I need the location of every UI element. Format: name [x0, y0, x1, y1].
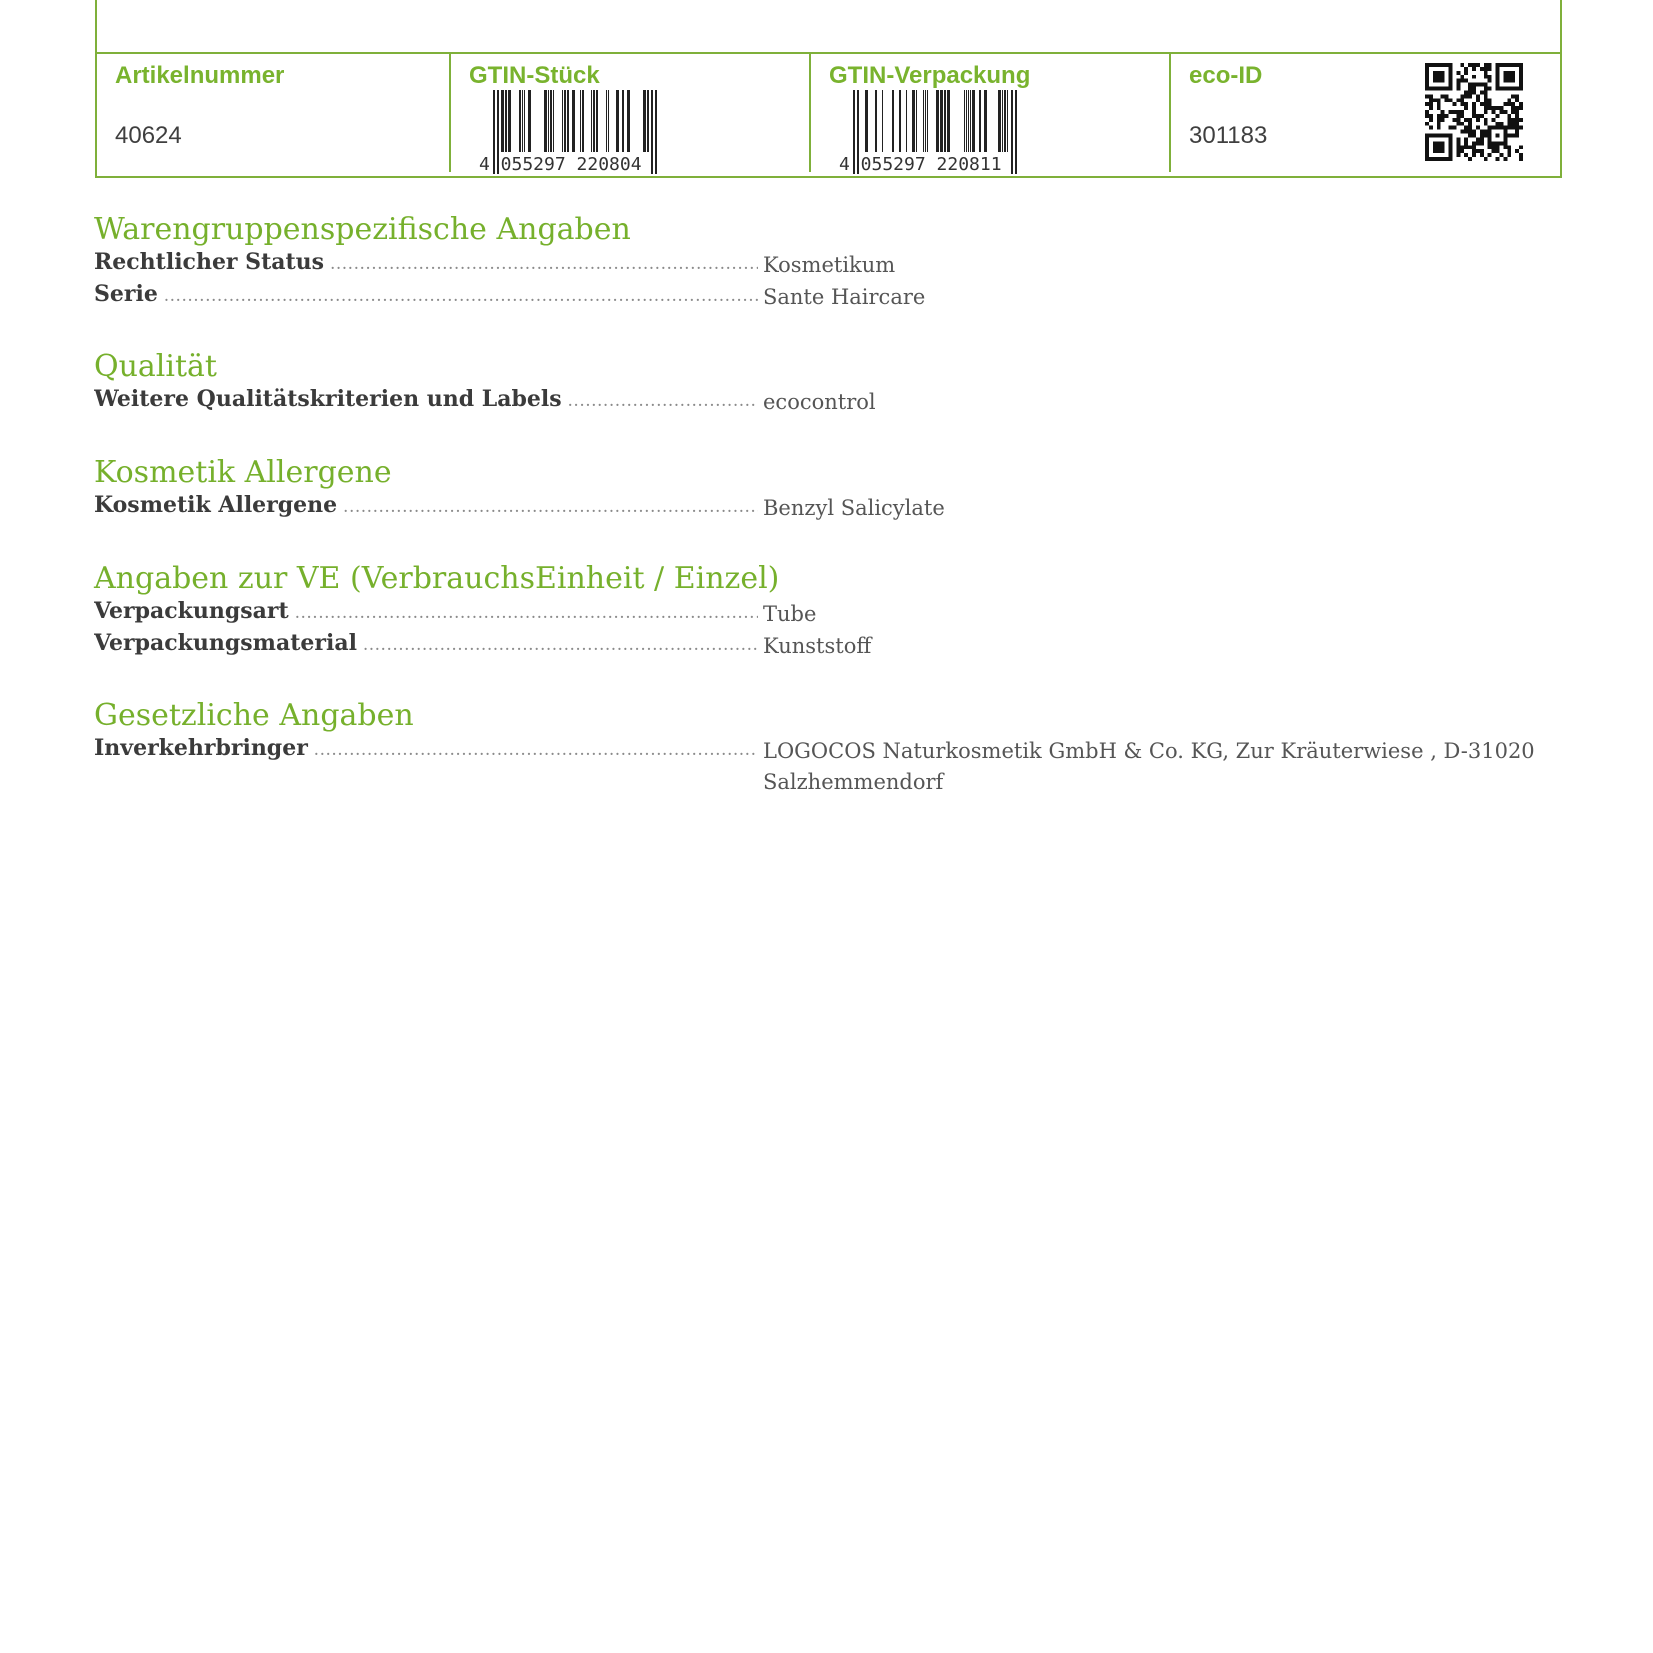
row-label: Weitere Qualitätskriterien und Labels .....	[94, 385, 758, 415]
artikelnummer-value: 40624	[115, 122, 182, 149]
section-title: Warengruppenspezifische Angaben	[94, 212, 631, 247]
artikelnummer-label: Artikelnummer	[115, 62, 285, 89]
gtin-verpackung-label: GTIN-Verpackung	[829, 62, 1031, 89]
section-gesetzliche-angaben	[94, 698, 1564, 794]
section-title: Qualität	[94, 349, 217, 384]
detail-row	[94, 491, 1564, 523]
detail-row	[94, 597, 1564, 629]
qr-code-icon	[1425, 63, 1523, 161]
row-value: LOGOCOS Naturkosmetik GmbH & Co. KG, Zur Kräuterwiese , D-31020 Salzhemmendorf	[763, 739, 1535, 794]
row-label: Inverkehrbringer .....	[94, 734, 758, 764]
eco-id-value: 301183	[1189, 122, 1268, 149]
section-qualitaet	[94, 349, 1564, 417]
identifier-table	[95, 0, 1562, 178]
row-value: Kosmetikum	[763, 253, 896, 277]
row-label: Rechtlicher Status .....	[94, 248, 758, 278]
detail-row	[94, 248, 1564, 280]
gtin-verpackung-barcode-number: 4 055297 220811	[839, 154, 1002, 174]
gtin-stueck-cell	[451, 54, 811, 172]
section-angaben-ve	[94, 561, 1564, 661]
detail-row	[94, 280, 1564, 312]
section-title: Gesetzliche Angaben	[94, 698, 414, 733]
gtin-stueck-barcode-number: 4 055297 220804	[479, 154, 642, 174]
section-title: Angaben zur VE (VerbrauchsEinheit / Einzel)	[94, 561, 780, 596]
row-label: Verpackungsart .....	[94, 597, 758, 627]
artikelnummer-cell	[97, 54, 451, 172]
detail-row	[94, 734, 1564, 794]
detail-row	[94, 385, 1564, 417]
eco-id-label: eco-ID	[1189, 62, 1263, 89]
section-kosmetik-allergene	[94, 455, 1564, 523]
section-title: Kosmetik Allergene	[94, 455, 392, 490]
detail-row	[94, 629, 1564, 661]
gtin-stueck-barcode	[479, 90, 663, 174]
gtin-verpackung-cell	[811, 54, 1171, 172]
row-label: Verpackungsmaterial .....	[94, 629, 758, 659]
row-label: Kosmetik Allergene .....	[94, 491, 758, 521]
row-value: Kunststoff	[763, 634, 872, 658]
row-value: Benzyl Salicylate	[763, 496, 945, 520]
gtin-stueck-label: GTIN-Stück	[469, 62, 600, 89]
row-value: ecocontrol	[763, 390, 876, 414]
row-label: Serie .....	[94, 280, 758, 310]
row-value: Tube	[763, 602, 817, 626]
gtin-verpackung-barcode	[839, 90, 1023, 174]
section-warengruppe	[94, 212, 1564, 312]
row-value: Sante Haircare	[763, 285, 926, 309]
